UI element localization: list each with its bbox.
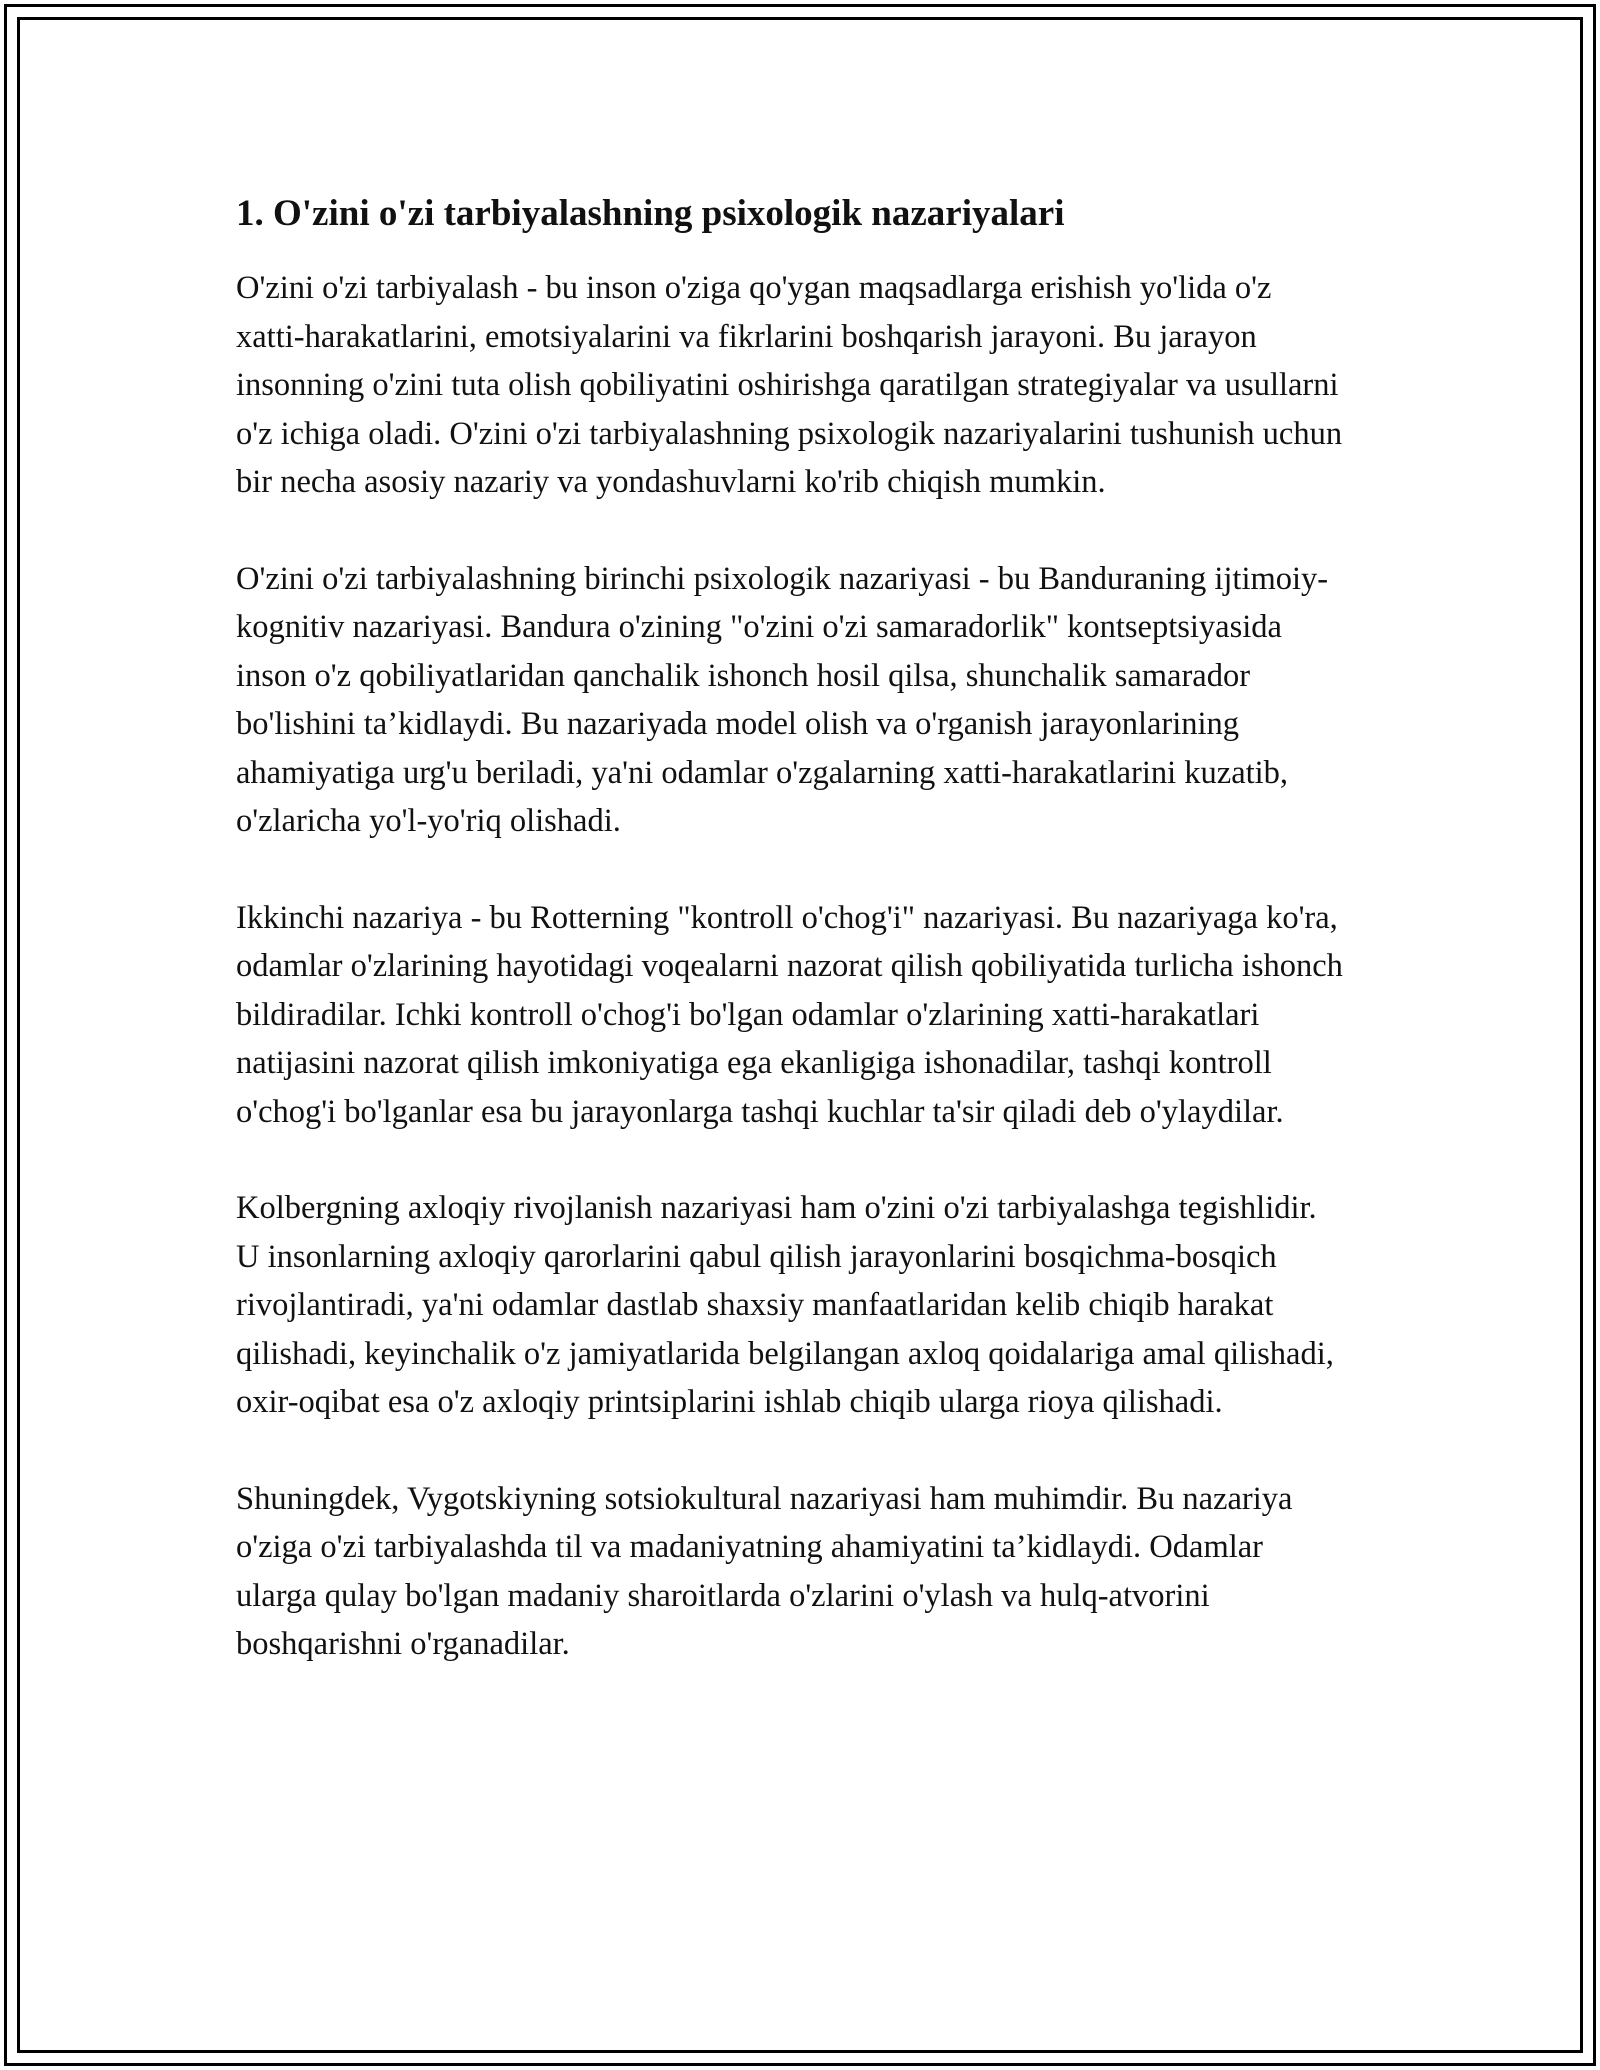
document-title: 1. O'zini o'zi tarbiyalashning psixologik nazariyalari (236, 193, 1065, 234)
paragraph-vygotsky: Shuningdek, Vygotskiyning sotsiokultural nazariyasi ham muhimdir. Bu nazariya o'ziga o'zi tarbiyalashda til va madaniyatning ahamiyatini ta’kidlaydi. Odamlar ularga qulay bo'lgan madaniy sharoitlarda o'zlarini o'ylash va hulq-atvorini boshqarishni o'rganadilar. (236, 1480, 1293, 1662)
paragraph-bandura: O'zini o'zi tarbiyalashning birinchi psixologik nazariyasi - bu Banduraning ijtimoiy-kognitiv nazariyasi. Bandura o'zining "o'zini o'zi samaradorlik" kontseptsiyasida inson o'z qobiliyatlaridan qanchalik ishonch hosil qilsa, shunchalik samarador bo'lishini ta’kidlaydi. Bu nazariyada model olish va o'rganish jarayonlarining ahamiyatiga urg'u beriladi, ya'ni odamlar o'zgalarning xatti-harakatlarini kuzatib, o'zlaricha yo'l-yo'riq olishadi. (236, 560, 1329, 839)
document-body (236, 186, 1376, 1717)
paragraph-rotter: Ikkinchi nazariya - bu Rotterning "kontroll o'chog'i" nazariyasi. Bu nazariyaga ko'ra, odamlar o'zlarining hayotidagi voqealarni nazorat qilish qobiliyatida turlicha ishonch bildiradilar. Ichki kontroll o'chog'i bo'lgan odamlar o'zlarining xatti-harakatlari natijasini nazorat qilish imkoniyatiga ega ekanligiga ishonadilar, tashqi kontroll o'chog'i bo'lganlar esa bu jarayonlarga tashqi kuchlar ta'sir qiladi deb o'ylaydilar. (236, 899, 1343, 1130)
paragraph-kohlberg: Kolbergning axloqiy rivojlanish nazariyasi ham o'zini o'zi tarbiyalashga tegishlidir. U insonlarning axloqiy qarorlarini qabul qilish jarayonlarini bosqichma-bosqich rivojlantiradi, ya'ni odamlar dastlab shaxsiy manfaatlaridan kelib chiqib harakat qilishadi, keyinchalik o'z jamiyatlarida belgilangan axloq qoidalariga amal qilishadi, oxir-oqibat esa o'z axloqiy printsiplarini ishlab chiqib ularga rioya qilishadi. (236, 1190, 1334, 1420)
paragraph-intro: O'zini o'zi tarbiyalash - bu inson o'ziga qo'ygan maqsadlarga erishish yo'lida o'z xatti-harakatlarini, emotsiyalarini va fikrlarini boshqarish jarayoni. Bu jarayon insonning o'zini tuta olish qobiliyatini oshirishga qaratilgan strategiyalar va usullarni o'z ichiga oladi. O'zini o'zi tarbiyalashning psixologik nazariyalarini tushunish uchun bir necha asosiy nazariy va yondashuvlarni ko'rib chiqish mumkin. (236, 270, 1343, 500)
